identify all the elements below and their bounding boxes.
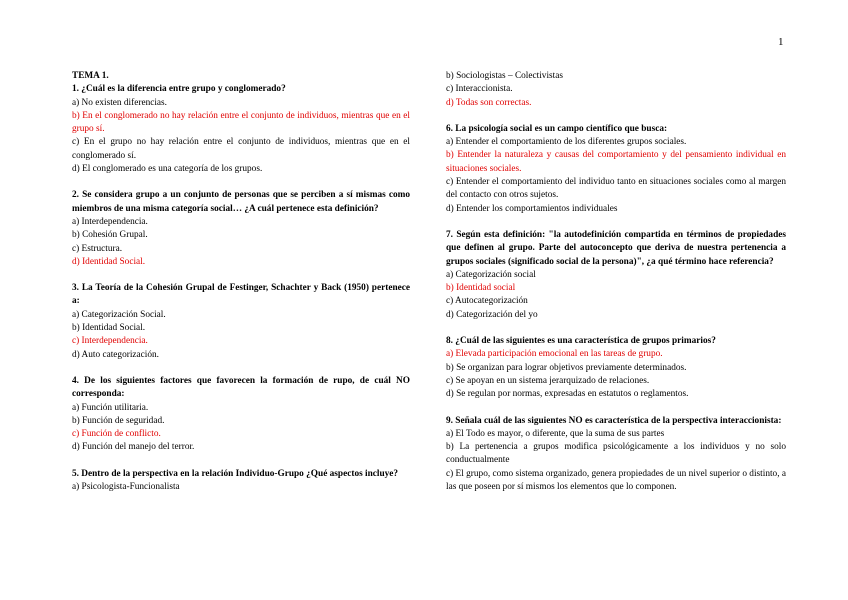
question-2-option-b: b) Cohesión Grupal. bbox=[72, 230, 148, 241]
question-5-option-a: a) Psicologista-Funcionalista bbox=[72, 482, 180, 493]
question-9-option-a: a) El Todo es mayor, o diferente, que la suma de sus partes bbox=[446, 428, 665, 439]
question-7-text: 7. Según esta definición: "la autodefinición compartida en términos de propiedades que definen al grupo. Parte del autoconcepto que deriva de nuestra pertenencia a grupos sociales (significado social de la persona)", ¿a qué término hace referencia? bbox=[446, 229, 786, 267]
question-5-text: 5. Dentro de la perspectiva en la relación Individuo-Grupo ¿Qué aspectos incluye? bbox=[72, 468, 399, 479]
question-9-text: 9. Señala cuál de las siguientes NO es característica de la perspectiva interaccionista: bbox=[446, 415, 782, 426]
question-4 bbox=[72, 375, 410, 455]
question-2-option-c: c) Estructura. bbox=[72, 243, 123, 254]
question-8-option-a: a) Elevada participación emocional en las tareas de grupo. bbox=[446, 349, 663, 360]
question-3-option-d: d) Auto categorización. bbox=[72, 349, 159, 360]
page-number: 1 bbox=[778, 36, 784, 48]
document-title: TEMA 1. bbox=[72, 71, 109, 81]
question-5 bbox=[72, 468, 410, 495]
question-4-option-c: c) Función de conflicto. bbox=[72, 429, 161, 440]
question-2-text: 2. Se considera grupo a un conjunto de personas que se perciben a sí mismas como miembros de una misma categoría social… ¿A cuál pertenece esta definición? bbox=[72, 190, 410, 214]
question-1-option-c: c) En el grupo no hay relación entre el conjunto de individuos, mientras que en el conglomerado sí. bbox=[72, 137, 410, 161]
question-1 bbox=[72, 83, 410, 176]
question-5-option-c: c) Interaccionista. bbox=[446, 84, 513, 95]
question-9 bbox=[446, 415, 786, 495]
question-4-option-a: a) Función utilitaria. bbox=[72, 402, 149, 413]
question-2-option-d: d) Identidad Social. bbox=[72, 256, 146, 267]
question-7-option-d: d) Categorización del yo bbox=[446, 309, 538, 320]
question-7-option-b: b) Identidad social bbox=[446, 283, 516, 294]
question-4-option-b: b) Función de seguridad. bbox=[72, 415, 165, 426]
question-9-option-c: c) El grupo, como sistema organizado, genera propiedades de un nivel superior o distinto, a las que poseen por sí mismos los elementos que lo componen. bbox=[446, 468, 786, 493]
question-6-option-d: d) Entender los comportamientos individuales bbox=[446, 203, 618, 214]
question-8-text: 8. ¿Cuál de las siguientes es una característica de grupos primarios? bbox=[446, 336, 716, 347]
question-6-option-a: a) Entender el comportamiento de los diferentes grupos sociales. bbox=[446, 137, 687, 148]
question-6 bbox=[446, 123, 786, 216]
question-5-option-d: d) Todas son correctas. bbox=[446, 97, 532, 108]
question-6-option-c: c) Entender el comportamiento del individuo tanto en situaciones sociales como al margen del contacto con otros sujetos. bbox=[446, 177, 786, 201]
question-4-option-d: d) Función del manejo del terror. bbox=[72, 442, 195, 453]
question-5-continued bbox=[446, 70, 786, 110]
question-1-text: 1. ¿Cuál es la diferencia entre grupo y conglomerado? bbox=[72, 84, 286, 95]
question-2-option-a: a) Interdependencia. bbox=[72, 216, 148, 227]
question-9-option-b: b) La pertenencia a grupos modifica psicológicamente a los individuos y no solo conductualmente bbox=[446, 442, 786, 466]
question-6-option-b: b) Entender la naturaleza y causas del comportamiento y del pensamiento individual en situaciones sociales. bbox=[446, 150, 786, 174]
question-1-option-d: d) El conglomerado es una categoría de los grupos. bbox=[72, 164, 263, 175]
question-4-text: 4. De los siguientes factores que favorecen la formación de rupo, de cuál NO corresponda: bbox=[72, 375, 410, 400]
question-7 bbox=[446, 229, 786, 322]
question-1-option-a: a) No existen diferencias. bbox=[72, 97, 167, 108]
question-5-option-b: b) Sociologistas – Colectivistas bbox=[446, 71, 563, 81]
question-6-text: 6. La psicología social es un campo científico que busca: bbox=[446, 123, 668, 134]
question-8-option-c: c) Se apoyan en un sistema jerarquizado de relaciones. bbox=[446, 375, 650, 386]
question-8-option-d: d) Se regulan por normas, expresadas en estatutos o reglamentos. bbox=[446, 389, 689, 400]
question-3-option-b: b) Identidad Social. bbox=[72, 323, 146, 334]
question-2 bbox=[72, 189, 410, 269]
question-3-text: 3. La Teoría de la Cohesión Grupal de Festinger, Schachter y Back (1950) pertenece a: bbox=[72, 283, 410, 307]
question-8 bbox=[446, 335, 786, 401]
question-7-option-c: c) Autocategorización bbox=[446, 296, 528, 307]
question-8-option-b: b) Se organizan para lograr objetivos previamente determinados. bbox=[446, 362, 687, 373]
question-3 bbox=[72, 282, 410, 362]
right-column bbox=[446, 70, 786, 507]
left-column bbox=[72, 70, 410, 507]
question-7-option-a: a) Categorización social bbox=[446, 269, 536, 280]
question-1-option-b: b) En el conglomerado no hay relación entre el conjunto de individuos, mientras que en el grupo sí. bbox=[72, 110, 410, 135]
question-3-option-c: c) Interdependencia. bbox=[72, 336, 148, 347]
question-3-option-a: a) Categorización Social. bbox=[72, 309, 166, 320]
